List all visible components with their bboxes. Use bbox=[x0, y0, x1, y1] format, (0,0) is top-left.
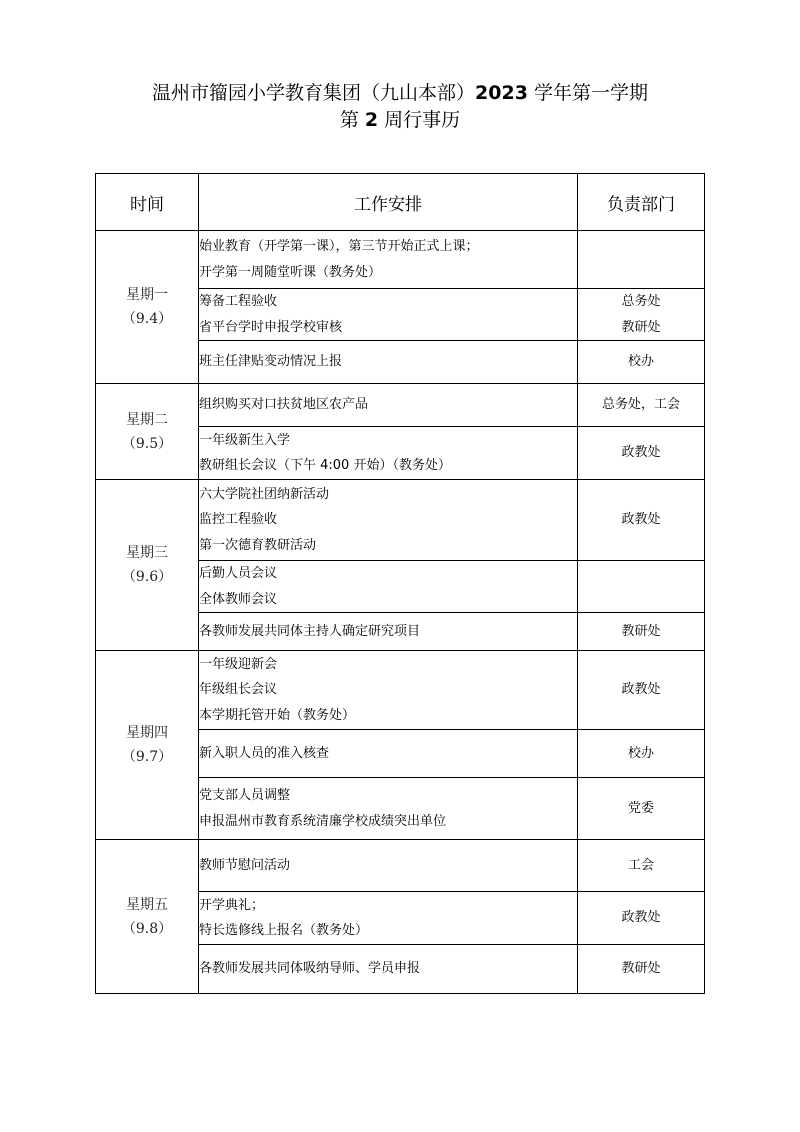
day-name: 星期四 bbox=[126, 725, 168, 741]
table-row bbox=[96, 651, 705, 730]
task-item: 党支部人员调整 bbox=[199, 788, 291, 803]
dept-item: 政教处 bbox=[621, 445, 661, 461]
task-cell bbox=[199, 341, 578, 384]
day-cell bbox=[96, 384, 199, 480]
dept-cell bbox=[578, 341, 705, 384]
day-date: （9.7） bbox=[121, 749, 173, 765]
dept-item: 政教处 bbox=[621, 910, 661, 926]
weekly-schedule-table bbox=[95, 173, 705, 994]
header-dept: 负责部门 bbox=[578, 174, 705, 231]
dept-item: 总务处 bbox=[621, 294, 661, 309]
task-item: 教研组长会议（下午 4:00 开始）（教务处） bbox=[199, 458, 451, 473]
title-week-number: 2 bbox=[364, 109, 379, 131]
task-item: 第一次德育教研活动 bbox=[199, 537, 317, 553]
title-year: 2023 bbox=[475, 82, 528, 104]
task-item: 始业教育（开学第一课），第三节开始正式上课； bbox=[199, 239, 479, 254]
dept-item: 政教处 bbox=[621, 682, 661, 698]
dept-item: 教研处 bbox=[621, 623, 661, 639]
task-cell bbox=[199, 778, 578, 840]
day-name: 星期五 bbox=[126, 896, 168, 913]
table-row bbox=[96, 840, 705, 892]
dept-cell bbox=[578, 651, 705, 730]
header-time: 时间 bbox=[96, 174, 199, 231]
task-item: 开学第一周随堂听课（教务处） bbox=[199, 264, 382, 280]
day-name: 星期一 bbox=[126, 287, 168, 303]
task-cell bbox=[199, 730, 578, 778]
dept-item: 工会 bbox=[627, 857, 654, 873]
day-name: 星期二 bbox=[126, 411, 168, 428]
dept-item: 教研处 bbox=[621, 961, 661, 977]
dept-cell bbox=[578, 840, 705, 892]
day-cell bbox=[96, 480, 199, 651]
table-header-row bbox=[96, 174, 705, 231]
task-item: 省平台学时申报学校审核 bbox=[199, 319, 343, 335]
task-item: 开学典礼； bbox=[199, 897, 265, 913]
task-item: 全体教师会议 bbox=[199, 591, 278, 607]
dept-cell bbox=[578, 384, 705, 427]
dept-item: 党委 bbox=[627, 800, 654, 816]
dept-item: 教研处 bbox=[621, 319, 661, 335]
task-item: 教师节慰问活动 bbox=[199, 857, 291, 873]
task-cell bbox=[199, 480, 578, 561]
task-item: 新入职人员的准入核查 bbox=[199, 745, 330, 761]
schedule-body bbox=[96, 231, 705, 994]
dept-item: 总务处，工会 bbox=[601, 397, 680, 413]
day-name: 星期三 bbox=[126, 545, 168, 561]
day-cell bbox=[96, 840, 199, 994]
dept-cell bbox=[578, 892, 705, 945]
title-line2-prefix: 第 bbox=[339, 109, 359, 131]
header-work: 工作安排 bbox=[199, 174, 578, 231]
table-row bbox=[96, 480, 705, 561]
task-item: 本学期托管开始（教务处） bbox=[199, 707, 356, 723]
day-date: （9.5） bbox=[121, 435, 173, 452]
dept-cell bbox=[578, 561, 705, 613]
dept-item: 校办 bbox=[627, 354, 654, 370]
task-item: 一年级迎新会 bbox=[199, 656, 278, 672]
dept-cell bbox=[578, 289, 705, 341]
dept-cell bbox=[578, 945, 705, 994]
document-title-line2 bbox=[0, 106, 800, 134]
task-cell bbox=[199, 651, 578, 730]
title-line2-suffix: 周行事历 bbox=[384, 109, 461, 131]
day-cell bbox=[96, 231, 199, 384]
task-item: 各教师发展共同体主持人确定研究项目 bbox=[199, 623, 421, 639]
day-cell bbox=[96, 651, 199, 840]
dept-item: 政教处 bbox=[621, 512, 661, 528]
task-cell bbox=[199, 561, 578, 613]
task-item: 监控工程验收 bbox=[199, 512, 278, 528]
task-cell bbox=[199, 231, 578, 289]
task-item: 后勤人员会议 bbox=[199, 566, 278, 581]
task-item: 组织购买对口扶贫地区农产品 bbox=[199, 397, 369, 413]
title-line1-suffix: 学年第一学期 bbox=[533, 82, 648, 104]
dept-cell bbox=[578, 730, 705, 778]
dept-item: 校办 bbox=[627, 745, 654, 761]
title-line1-prefix: 温州市籀园小学教育集团（九山本部） bbox=[152, 82, 476, 104]
day-date: （9.8） bbox=[121, 920, 173, 937]
task-item: 一年级新生入学 bbox=[199, 432, 291, 448]
task-cell bbox=[199, 892, 578, 945]
task-cell bbox=[199, 840, 578, 892]
dept-cell bbox=[578, 480, 705, 561]
task-cell bbox=[199, 289, 578, 341]
task-cell bbox=[199, 613, 578, 651]
day-date: （9.6） bbox=[121, 569, 173, 585]
task-cell bbox=[199, 945, 578, 994]
table-row bbox=[96, 231, 705, 289]
task-item: 特长选修线上报名（教务处） bbox=[199, 923, 369, 938]
task-item: 申报温州市教育系统清廉学校成绩突出单位 bbox=[199, 813, 447, 829]
dept-cell bbox=[578, 427, 705, 480]
table-row bbox=[96, 384, 705, 427]
task-item: 班主任津贴变动情况上报 bbox=[199, 354, 343, 370]
task-item: 年级组长会议 bbox=[199, 682, 278, 698]
task-cell bbox=[199, 427, 578, 480]
dept-cell bbox=[578, 613, 705, 651]
dept-cell bbox=[578, 778, 705, 840]
task-cell bbox=[199, 384, 578, 427]
document-title-line1 bbox=[0, 79, 800, 107]
task-item: 六大学院社团纳新活动 bbox=[199, 486, 330, 502]
task-item: 各教师发展共同体吸纳导师、学员申报 bbox=[199, 961, 421, 977]
day-date: （9.4） bbox=[121, 311, 173, 327]
task-item: 筹备工程验收 bbox=[199, 294, 278, 309]
dept-cell bbox=[578, 231, 705, 289]
